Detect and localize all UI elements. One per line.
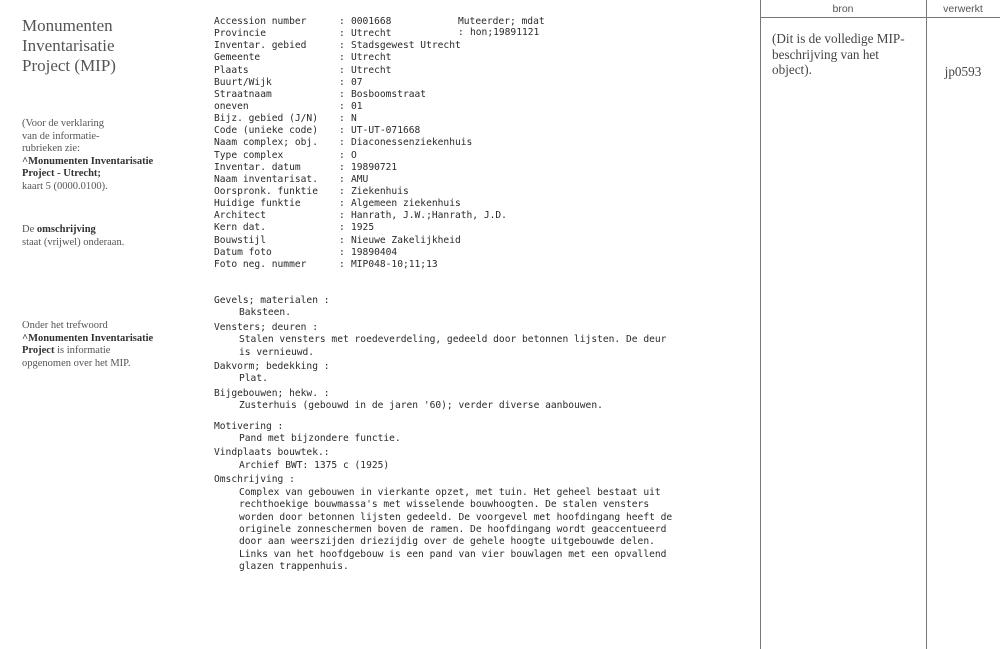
section-text: Complex van gebouwen in vierkante opzet, met tuin. Het geheel bestaat uit rechthoekige bouwmassa's met wisselende bouwhoogten. De stalen vensters worden door betonnen lijsten gedeeld. De voorgevel met hoofdingang heeft de originele zonneschermen boven de ramen. De hoofdingang wordt geaccentueerd door aan weerszijden driezijdig over de gehele hoogte uitgebouwde delen. Links van het hoofdgebouw is een pand van vier bouwlagen met een opvallend glazen trappenhuis. bbox=[239, 486, 673, 573]
field-label: Straatnaam bbox=[214, 88, 272, 100]
note-line: rubrieken zie: bbox=[22, 143, 81, 154]
description-section bbox=[214, 421, 744, 446]
note-text: is informatie bbox=[54, 345, 111, 356]
field-value: Utrecht bbox=[351, 52, 392, 64]
field-value: N bbox=[351, 113, 357, 125]
field-value: 19890404 bbox=[351, 246, 398, 258]
field-label: Bouwstijl bbox=[214, 234, 266, 246]
note-text: De bbox=[22, 224, 37, 235]
header-divider bbox=[760, 17, 1000, 18]
note-line: opgenomen over het MIP. bbox=[22, 357, 131, 369]
section-label: Omschrijving : bbox=[214, 474, 295, 486]
field-label: Plaats bbox=[214, 64, 249, 76]
field-value: 07 bbox=[351, 76, 363, 88]
field-row: Datum foto : 19890404 bbox=[214, 246, 398, 258]
section-label: Dakvorm; bedekking : bbox=[214, 361, 330, 373]
field-value: Stadsgewest Utrecht bbox=[351, 40, 461, 52]
column-divider bbox=[760, 0, 761, 649]
mutation-info: Muteerder; mdat: hon;19891121 bbox=[458, 16, 570, 38]
mutation-label: Muteerder; mdat bbox=[458, 16, 545, 27]
field-row: Oorspronk. funktie : Ziekenhuis bbox=[214, 185, 409, 197]
field-row: Inventar. datum : 19890721 bbox=[214, 161, 398, 173]
bron-header: bron bbox=[832, 3, 854, 15]
note-line: Onder het trefwoord bbox=[22, 320, 108, 331]
field-label: Oorspronk. funktie bbox=[214, 185, 318, 197]
section-text: Zusterhuis (gebouwd in de jaren '60); verder diverse aanbouwen. bbox=[239, 400, 603, 412]
field-row: Architect : Hanrath, J.W.;Hanrath, J.D. bbox=[214, 210, 507, 222]
sidebar-title-line: Monumenten bbox=[22, 16, 113, 35]
field-label: Accession number bbox=[214, 16, 307, 27]
note-bold-line: ^Monumenten Inventarisatie bbox=[22, 155, 154, 167]
field-value: 0001668 bbox=[351, 16, 392, 27]
field-label: oneven bbox=[214, 100, 249, 112]
field-label: Huidige funktie bbox=[214, 198, 301, 210]
field-label: Code (unieke code) bbox=[214, 125, 318, 137]
bron-text: (Dit is de volledige MIP-beschrijving van het object). bbox=[772, 31, 905, 77]
field-label: Architect bbox=[214, 210, 266, 222]
section-text: Archief BWT: 1375 c (1925) bbox=[239, 459, 390, 471]
field-row: Bijz. gebied (J/N) : N bbox=[214, 113, 357, 125]
section-label: Gevels; materialen : bbox=[214, 295, 330, 306]
note-bold: omschrijving bbox=[36, 224, 96, 235]
description-section bbox=[214, 474, 744, 573]
field-label: Naam complex; obj. bbox=[214, 137, 318, 149]
field-row: Buurt/Wijk : 07 bbox=[214, 76, 363, 88]
record-fields bbox=[214, 16, 545, 271]
field-value: Nieuwe Zakelijkheid bbox=[351, 234, 461, 246]
mutation-value: hon;19891121 bbox=[470, 27, 540, 38]
field-label: Provincie bbox=[214, 28, 266, 40]
field-label: Kern dat. bbox=[214, 222, 266, 234]
section-label: Vensters; deuren : bbox=[214, 321, 318, 333]
field-row: Code (unieke code) : UT-UT-071668 bbox=[214, 125, 421, 137]
field-row: Foto neg. nummer : MIP048-10;11;13 bbox=[214, 258, 438, 270]
field-label: Gemeente bbox=[214, 52, 261, 64]
verwerkt-text: jp0593 bbox=[944, 64, 982, 79]
sidebar-note-keyword bbox=[22, 320, 197, 370]
field-row: Gemeente : Utrecht bbox=[214, 52, 392, 64]
description-section bbox=[214, 295, 744, 320]
field-label: Foto neg. nummer bbox=[214, 258, 307, 270]
field-row: Plaats : Utrecht bbox=[214, 64, 392, 76]
field-row: Bouwstijl : Nieuwe Zakelijkheid bbox=[214, 234, 461, 246]
sidebar-note-description bbox=[22, 224, 197, 249]
field-label: Type complex bbox=[214, 149, 284, 161]
section-text: Plat. bbox=[239, 373, 268, 385]
field-value: Bosboomstraat bbox=[351, 88, 427, 100]
sidebar-note-legend bbox=[22, 118, 197, 193]
field-label: Inventar. gebied bbox=[214, 40, 307, 52]
field-row: Kern dat. : 1925 bbox=[214, 222, 375, 234]
field-row: Naam inventarisat. : AMU bbox=[214, 173, 369, 185]
field-row: Inventar. gebied : Stadsgewest Utrecht bbox=[214, 40, 461, 52]
note-bold: ^Monumenten Inventarisatie bbox=[22, 332, 154, 344]
field-label: Inventar. datum bbox=[214, 161, 301, 173]
field-value: MIP048-10;11;13 bbox=[351, 258, 438, 270]
field-value: Hanrath, J.W.;Hanrath, J.D. bbox=[351, 210, 507, 222]
field-row: Huidige funktie : Algemeen ziekenhuis bbox=[214, 198, 461, 210]
field-label: Bijz. gebied (J/N) bbox=[214, 113, 318, 125]
note-bold: Project bbox=[22, 345, 55, 356]
field-label: Datum foto bbox=[214, 246, 272, 258]
field-value: O bbox=[351, 149, 357, 161]
record-description bbox=[214, 295, 744, 576]
section-label: Bijgebouwen; hekw. : bbox=[214, 387, 330, 399]
note-line: staat (vrijwel) onderaan. bbox=[22, 236, 125, 248]
field-value: Algemeen ziekenhuis bbox=[351, 198, 461, 210]
note-line: van de informatie- bbox=[22, 130, 100, 142]
sidebar-title-line: Project (MIP) bbox=[22, 56, 116, 75]
section-text: Baksteen. bbox=[239, 307, 291, 319]
verwerkt-header: verwerkt bbox=[943, 3, 983, 15]
section-label: Vindplaats bouwtek.: bbox=[214, 447, 330, 459]
sidebar-title bbox=[22, 16, 192, 76]
field-row: Provincie : Utrecht bbox=[214, 28, 392, 40]
column-divider bbox=[926, 0, 927, 649]
field-label: Naam inventarisat. bbox=[214, 173, 318, 185]
section-text: Pand met bijzondere functie. bbox=[239, 433, 401, 445]
field-value: Utrecht bbox=[351, 64, 392, 76]
field-value: Ziekenhuis bbox=[351, 185, 409, 197]
field-value: Diaconessenziekenhuis bbox=[351, 137, 473, 149]
note-line: (Voor de verklaring bbox=[22, 118, 105, 129]
field-row: Accession number : 0001668 bbox=[214, 16, 392, 27]
side-columns bbox=[760, 0, 1000, 649]
description-section bbox=[214, 322, 744, 359]
note-line: kaart 5 (0000.0100). bbox=[22, 180, 108, 192]
section-text: Stalen vensters met roedeverdeling, gedeeld door betonnen lijsten. De deur is vernieuwd. bbox=[239, 334, 667, 358]
field-value: Utrecht bbox=[351, 28, 392, 40]
field-value: 19890721 bbox=[351, 161, 398, 173]
description-section bbox=[214, 388, 744, 413]
field-value: AMU bbox=[351, 173, 369, 185]
field-row: Type complex : O bbox=[214, 149, 357, 161]
field-value: 01 bbox=[351, 100, 363, 112]
description-section bbox=[214, 447, 744, 472]
field-value: 1925 bbox=[351, 222, 375, 234]
field-row: Naam complex; obj. : Diaconessenziekenhuis bbox=[214, 137, 473, 149]
field-row: oneven : 01 bbox=[214, 100, 363, 112]
field-value: UT-UT-071668 bbox=[351, 125, 421, 137]
sidebar-title-line: Inventarisatie bbox=[22, 36, 115, 55]
description-section bbox=[214, 361, 744, 386]
field-label: Buurt/Wijk bbox=[214, 76, 272, 88]
note-bold-line: Project - Utrecht; bbox=[22, 168, 101, 179]
field-row: Straatnaam : Bosboomstraat bbox=[214, 88, 427, 100]
section-label: Motivering : bbox=[214, 420, 284, 432]
